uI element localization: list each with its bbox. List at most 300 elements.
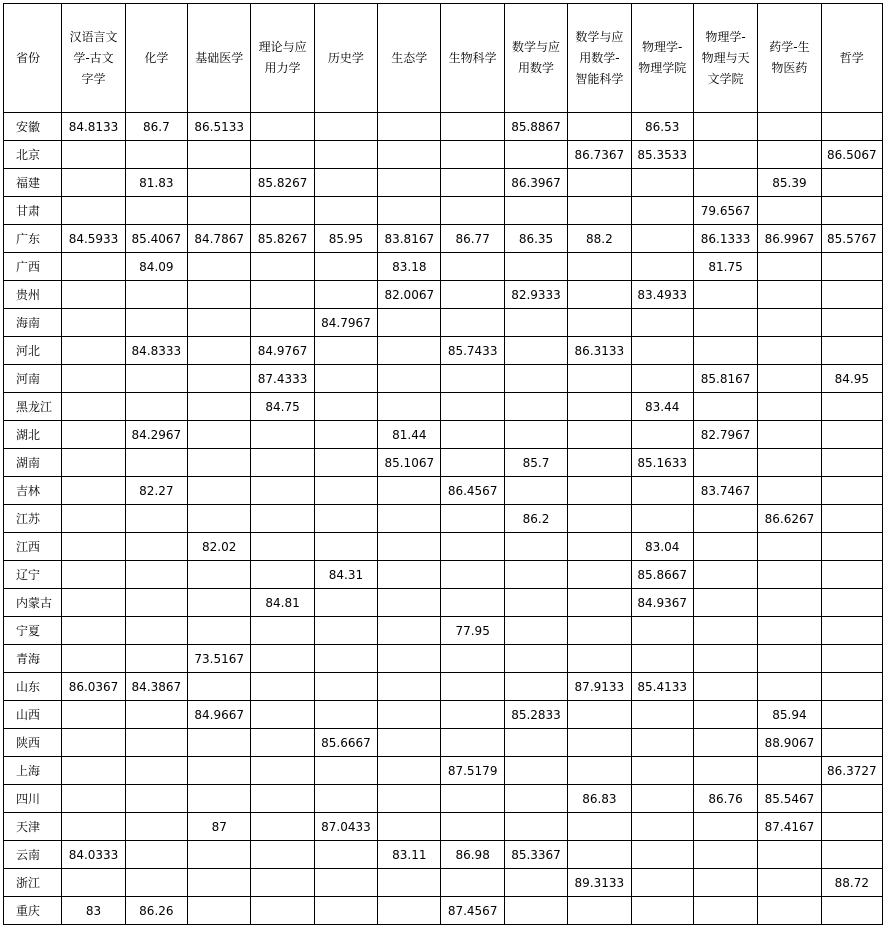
province-cell: 江西 [4, 533, 62, 561]
province-cell: 海南 [4, 309, 62, 337]
score-cell [188, 673, 251, 701]
table-row [4, 253, 883, 281]
score-cell [251, 533, 314, 561]
score-cell [568, 393, 631, 421]
table-row [4, 421, 883, 449]
table-row [4, 337, 883, 365]
score-cell [314, 365, 377, 393]
score-cell [693, 337, 757, 365]
score-cell [758, 365, 821, 393]
score-cell [62, 589, 125, 617]
column-header-5 [314, 4, 377, 113]
score-cell: 86.76 [693, 785, 757, 813]
score-cell: 84.9767 [251, 337, 314, 365]
score-cell [631, 309, 693, 337]
column-header-11 [693, 4, 757, 113]
score-cell [758, 897, 821, 925]
column-header-8 [504, 4, 567, 113]
province-cell: 黑龙江 [4, 393, 62, 421]
score-cell: 85.7433 [441, 337, 504, 365]
score-cell [378, 561, 441, 589]
score-cell: 86.0367 [62, 673, 125, 701]
score-cell [631, 897, 693, 925]
score-cell [62, 365, 125, 393]
score-cell [821, 281, 882, 309]
score-cell [568, 477, 631, 505]
score-cell: 86.7367 [568, 141, 631, 169]
score-cell [62, 869, 125, 897]
score-cell [758, 141, 821, 169]
score-cell: 83.18 [378, 253, 441, 281]
score-cell [631, 645, 693, 673]
score-cell: 83.11 [378, 841, 441, 869]
score-cell [314, 533, 377, 561]
score-cell [251, 701, 314, 729]
province-cell: 湖北 [4, 421, 62, 449]
score-cell [125, 841, 187, 869]
score-cell [568, 757, 631, 785]
score-cell: 85.5767 [821, 225, 882, 253]
score-cell [62, 617, 125, 645]
score-cell: 86.5067 [821, 141, 882, 169]
score-cell [125, 533, 187, 561]
score-cell [62, 729, 125, 757]
score-cell [693, 589, 757, 617]
score-cell: 84.95 [821, 365, 882, 393]
score-cell [378, 141, 441, 169]
score-cell [441, 365, 504, 393]
score-cell [378, 897, 441, 925]
score-cell [62, 701, 125, 729]
province-cell: 贵州 [4, 281, 62, 309]
score-cell [188, 841, 251, 869]
score-cell [441, 253, 504, 281]
score-cell [504, 729, 567, 757]
score-cell [378, 113, 441, 141]
score-cell [378, 309, 441, 337]
score-cell [251, 729, 314, 757]
score-cell [693, 393, 757, 421]
score-cell: 87.4333 [251, 365, 314, 393]
table-row [4, 169, 883, 197]
score-cell [251, 897, 314, 925]
score-cell [568, 701, 631, 729]
score-cell: 86.26 [125, 897, 187, 925]
score-cell [62, 281, 125, 309]
score-cell: 84.9367 [631, 589, 693, 617]
province-cell: 江苏 [4, 505, 62, 533]
column-header-9 [568, 4, 631, 113]
score-cell [125, 589, 187, 617]
score-cell [188, 561, 251, 589]
table-row [4, 869, 883, 897]
score-cell: 87.5179 [441, 757, 504, 785]
score-cell [188, 617, 251, 645]
score-cell [504, 309, 567, 337]
score-cell: 83.8167 [378, 225, 441, 253]
score-cell: 84.7967 [314, 309, 377, 337]
score-cell [504, 337, 567, 365]
score-cell [821, 561, 882, 589]
score-cell: 82.7967 [693, 421, 757, 449]
score-cell: 87.9133 [568, 673, 631, 701]
score-cell [188, 281, 251, 309]
column-header-6 [378, 4, 441, 113]
table-row [4, 281, 883, 309]
score-cell [568, 169, 631, 197]
score-cell: 82.9333 [504, 281, 567, 309]
score-cell [251, 785, 314, 813]
score-cell [821, 617, 882, 645]
score-cell [758, 281, 821, 309]
table-row [4, 645, 883, 673]
score-cell [693, 757, 757, 785]
score-cell [314, 897, 377, 925]
score-cell [504, 365, 567, 393]
score-cell [251, 141, 314, 169]
province-cell: 湖南 [4, 449, 62, 477]
score-cell [62, 561, 125, 589]
score-cell [188, 141, 251, 169]
score-cell [631, 197, 693, 225]
score-cell: 85.6667 [314, 729, 377, 757]
province-cell: 上海 [4, 757, 62, 785]
score-cell: 87.4567 [441, 897, 504, 925]
score-cell [568, 365, 631, 393]
score-cell [314, 589, 377, 617]
score-cell [631, 225, 693, 253]
score-cell: 84.75 [251, 393, 314, 421]
score-cell [62, 505, 125, 533]
score-cell [631, 757, 693, 785]
score-cell [758, 841, 821, 869]
score-cell: 86.35 [504, 225, 567, 253]
score-cell [251, 281, 314, 309]
score-cell [504, 757, 567, 785]
score-cell: 86.3967 [504, 169, 567, 197]
score-cell: 86.3133 [568, 337, 631, 365]
score-cell [441, 785, 504, 813]
score-cell: 86.83 [568, 785, 631, 813]
score-cell [188, 505, 251, 533]
score-cell [378, 729, 441, 757]
score-cell: 86.98 [441, 841, 504, 869]
score-cell [821, 645, 882, 673]
score-cell: 84.3867 [125, 673, 187, 701]
column-header-13 [821, 4, 882, 113]
score-cell: 89.3133 [568, 869, 631, 897]
province-cell: 重庆 [4, 897, 62, 925]
column-header-2 [125, 4, 187, 113]
score-cell [631, 365, 693, 393]
score-cell [314, 505, 377, 533]
score-cell [188, 197, 251, 225]
score-cell: 87.0433 [314, 813, 377, 841]
score-cell [568, 113, 631, 141]
score-cell [314, 701, 377, 729]
score-cell [693, 141, 757, 169]
column-header-label: 汉语言文学-古文字学 [69, 29, 118, 86]
score-cell [62, 449, 125, 477]
score-cell [125, 729, 187, 757]
score-cell [821, 113, 882, 141]
score-cell: 82.27 [125, 477, 187, 505]
score-cell [188, 309, 251, 337]
score-cell [251, 253, 314, 281]
score-cell [631, 421, 693, 449]
score-cell [568, 253, 631, 281]
score-cell [758, 869, 821, 897]
score-cell [251, 841, 314, 869]
score-cell [504, 561, 567, 589]
column-header-label: 历史学 [327, 50, 364, 65]
score-cell: 87 [188, 813, 251, 841]
score-cell [251, 505, 314, 533]
score-cell [62, 197, 125, 225]
score-cell [441, 197, 504, 225]
score-cell [631, 785, 693, 813]
score-cell: 84.7867 [188, 225, 251, 253]
score-cell: 84.8333 [125, 337, 187, 365]
table-row [4, 841, 883, 869]
score-cell [125, 365, 187, 393]
score-cell [441, 729, 504, 757]
score-cell [504, 673, 567, 701]
score-cell: 86.53 [631, 113, 693, 141]
score-cell [314, 673, 377, 701]
score-cell [504, 141, 567, 169]
score-cell [821, 477, 882, 505]
score-cell [631, 869, 693, 897]
score-cell [125, 505, 187, 533]
score-cell: 86.77 [441, 225, 504, 253]
score-cell [125, 309, 187, 337]
score-cell: 85.39 [758, 169, 821, 197]
score-cell [758, 393, 821, 421]
column-header-1 [62, 4, 125, 113]
score-cell [314, 869, 377, 897]
score-cell [188, 897, 251, 925]
table-row [4, 813, 883, 841]
score-cell [758, 477, 821, 505]
score-cell [693, 701, 757, 729]
score-cell [821, 169, 882, 197]
table-row [4, 729, 883, 757]
score-cell [441, 813, 504, 841]
score-cell [821, 393, 882, 421]
score-cell [441, 113, 504, 141]
score-cell [188, 477, 251, 505]
score-cell [758, 673, 821, 701]
score-cell: 85.7 [504, 449, 567, 477]
score-cell: 86.5133 [188, 113, 251, 141]
score-cell [631, 841, 693, 869]
score-cell [378, 337, 441, 365]
column-header-label: 物理学-物理与天文学院 [701, 29, 750, 86]
score-cell [693, 645, 757, 673]
score-cell [693, 673, 757, 701]
score-cell [441, 869, 504, 897]
province-cell: 云南 [4, 841, 62, 869]
score-cell [568, 561, 631, 589]
score-cell [188, 869, 251, 897]
score-cell: 83.4933 [631, 281, 693, 309]
score-cell [568, 505, 631, 533]
province-cell: 吉林 [4, 477, 62, 505]
score-cell [821, 785, 882, 813]
score-cell: 86.9967 [758, 225, 821, 253]
score-cell: 85.95 [314, 225, 377, 253]
province-cell: 宁夏 [4, 617, 62, 645]
score-cell [314, 477, 377, 505]
score-cell [251, 449, 314, 477]
score-cell [441, 701, 504, 729]
score-cell [62, 813, 125, 841]
score-cell: 84.0333 [62, 841, 125, 869]
score-cell [441, 449, 504, 477]
table-row [4, 589, 883, 617]
province-cell: 青海 [4, 645, 62, 673]
score-cell [758, 589, 821, 617]
score-cell: 82.02 [188, 533, 251, 561]
column-header-10 [631, 4, 693, 113]
score-cell [693, 729, 757, 757]
score-cell [378, 869, 441, 897]
score-cell [251, 757, 314, 785]
score-cell [188, 729, 251, 757]
score-cell: 86.2 [504, 505, 567, 533]
score-cell [314, 113, 377, 141]
score-cell [631, 617, 693, 645]
score-cell [378, 365, 441, 393]
score-cell [504, 197, 567, 225]
score-cell [378, 169, 441, 197]
score-cell: 86.4567 [441, 477, 504, 505]
column-header-4 [251, 4, 314, 113]
score-cell: 85.4067 [125, 225, 187, 253]
table-row [4, 533, 883, 561]
score-cell: 85.1633 [631, 449, 693, 477]
province-cell: 广西 [4, 253, 62, 281]
province-cell: 甘肃 [4, 197, 62, 225]
province-cell: 广东 [4, 225, 62, 253]
table-row [4, 393, 883, 421]
score-cell [188, 253, 251, 281]
score-cell [314, 197, 377, 225]
score-cell [504, 421, 567, 449]
score-cell [125, 141, 187, 169]
score-cell [758, 757, 821, 785]
score-cell: 83.44 [631, 393, 693, 421]
score-cell [441, 421, 504, 449]
province-cell: 河南 [4, 365, 62, 393]
score-cell [758, 533, 821, 561]
score-cell [504, 897, 567, 925]
score-cell [758, 449, 821, 477]
score-cell [378, 589, 441, 617]
score-cell: 84.5933 [62, 225, 125, 253]
score-cell [378, 701, 441, 729]
score-cell [62, 757, 125, 785]
score-cell [378, 393, 441, 421]
score-cell: 81.44 [378, 421, 441, 449]
score-cell: 84.81 [251, 589, 314, 617]
score-cell [821, 533, 882, 561]
score-cell [568, 281, 631, 309]
score-cell [251, 813, 314, 841]
score-cell: 85.8167 [693, 365, 757, 393]
score-cell [504, 477, 567, 505]
score-cell: 73.5167 [188, 645, 251, 673]
score-cell [693, 617, 757, 645]
score-cell [758, 113, 821, 141]
score-cell: 86.3727 [821, 757, 882, 785]
score-table [3, 3, 883, 925]
score-cell: 86.1333 [693, 225, 757, 253]
score-cell [314, 841, 377, 869]
column-header-label: 哲学 [839, 50, 864, 65]
score-cell [441, 645, 504, 673]
score-cell [504, 393, 567, 421]
score-cell [125, 869, 187, 897]
score-cell [125, 757, 187, 785]
score-cell [504, 785, 567, 813]
score-cell [125, 281, 187, 309]
score-cell [693, 869, 757, 897]
score-cell [441, 505, 504, 533]
score-cell [125, 449, 187, 477]
score-cell [125, 785, 187, 813]
score-cell: 81.83 [125, 169, 187, 197]
score-cell [568, 813, 631, 841]
score-cell [758, 337, 821, 365]
score-cell [693, 505, 757, 533]
score-cell [378, 757, 441, 785]
score-cell [251, 673, 314, 701]
score-cell [504, 645, 567, 673]
score-cell [758, 197, 821, 225]
score-cell: 83.7467 [693, 477, 757, 505]
column-header-label: 理论与应用力学 [258, 40, 307, 75]
table-row [4, 701, 883, 729]
score-cell: 85.8267 [251, 225, 314, 253]
score-cell [821, 309, 882, 337]
score-cell [504, 617, 567, 645]
score-cell [125, 561, 187, 589]
score-cell [504, 813, 567, 841]
score-cell [314, 757, 377, 785]
score-cell [821, 841, 882, 869]
score-cell [568, 645, 631, 673]
score-cell [251, 113, 314, 141]
score-cell [251, 421, 314, 449]
score-cell [188, 757, 251, 785]
score-cell [314, 393, 377, 421]
score-cell: 88.72 [821, 869, 882, 897]
score-cell [62, 169, 125, 197]
score-cell [568, 589, 631, 617]
score-cell [441, 309, 504, 337]
score-cell [693, 281, 757, 309]
score-cell: 85.94 [758, 701, 821, 729]
table-row [4, 141, 883, 169]
score-cell [188, 337, 251, 365]
score-cell [821, 729, 882, 757]
score-cell [378, 505, 441, 533]
score-cell [62, 253, 125, 281]
table-row [4, 113, 883, 141]
score-cell: 85.8267 [251, 169, 314, 197]
